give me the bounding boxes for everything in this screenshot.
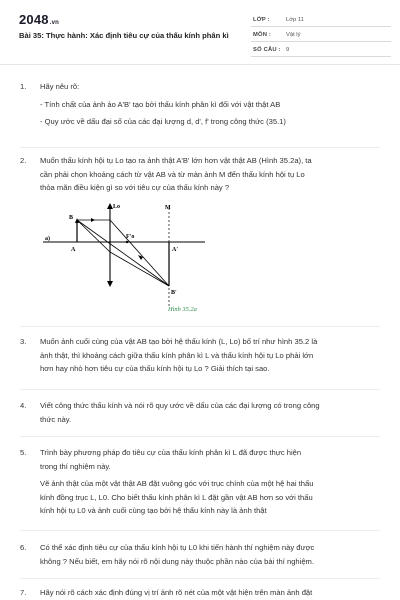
label-a-part: a) [45,236,50,242]
label-a-prime: A' [172,247,178,253]
question-5-line: kính đồng trục L, L0. Cho biết thấu kính phân kì L đặt gần vật AB hơn so với thấu [40,492,313,502]
divider [20,530,380,531]
question-4-line: thức này. [40,414,72,424]
question-5-line: trong thí nghiệm này. [40,461,111,471]
page-header [0,0,400,65]
question-4-line: Viết công thức thấu kính và nói rõ quy ước về dấu của các đại lượng có trong công [40,401,320,410]
label-focus: F'o [126,234,135,240]
site-logo[interactable]: 2048.vn [19,12,60,27]
question-2-line: thỏa mãn điều kiện gì so với tiêu cự của thấu kính này ? [40,183,230,192]
question-5-line: kính hội tụ L0 và ảnh cuối cùng tạo bởi hệ thấu kính này là ảnh thật [40,506,267,515]
question-1-line: - Tính chất của ảnh ảo A'B' tạo bởi thấu kính phân kì đối với vật thật AB [40,99,281,109]
question-5-line: Vẽ ảnh thật của một vật thật AB đặt vuông góc với trục chính của một hệ hai thấu [40,479,314,488]
divider [20,578,380,579]
lens-diagram [35,200,235,322]
figure-caption: Hình 35.2a [168,306,197,313]
meta-subject-row: MÔN : Vật lý [251,29,391,42]
question-list: 1. Hãy nêu rõ: - Tính chất của ảnh ảo A'B' tạo bởi thấu kính phân kì đối với vật thật AB - Quy ước về dấu đại số của các đại lượng d, d', f' trong công thức (35.1) 2. Muốn thấu kính hội tụ Lo tạo ra ảnh thật A'B' lớn hơn vật thật AB (Hình 35.2a), ta cần phải chọn khoảng cách từ vật AB và từ màn ảnh M đến thấu kính hội tụ Lo thỏa mãn điều kiện gì so với tiêu cự của thấu kính này ? Lo M B a) A F'o A' B' Hình 35.2a 3. Muốn ảnh cuối cùng của vật AB tạo bởi hệ thấu kính (L, Lo) bố trí như hình 35.2 là ảnh thật, thì khoảng cách giữa thấu kính phân kì L và thấu kính hội tụ Lo phải lớn hơn hay nhỏ hơn tiêu cự của thấu kính hội tụ Lo ? Giải thích tại sao. 4. Viết công thức thấu kính và nói rõ quy ước về dấu của các đại lượng có trong công thức này. 5. Trình bày phương pháp đo tiêu cự của thấu kính phân kì L đã được thực hiện trong thí nghiệm này. Vẽ ảnh thật của một vật thật AB đặt vuông góc với trục chính của một hệ hai thấu kính đồng trục L, L0. Cho biết thấu kính phân kì L đặt gần vật AB hơn so với thấu kính hội tụ L0 và ảnh cuối cùng tạo bởi hệ thấu kính này là ảnh thật 6. Có thể xác định tiêu cự của thấu kính hội tụ L0 khi tiến hành thí nghiệm này được không ? Nếu biết, em hãy nói rõ nội dung này thuộc phần nào của bài thí nghiệm. 7. Hãy nói rõ cách xác định đúng vị trí ảnh rõ nét của một vật hiện trên màn ảnh đặt [0,64,400,600]
meta-question-count-row: SỐ CÂU : 9 [251,44,391,57]
divider [20,436,380,437]
label-lens: Lo [113,204,121,210]
question-2-line: Muốn thấu kính hội tụ Lo tạo ra ảnh thật A'B' lớn hơn vật thật AB (Hình 35.2a), ta [40,156,312,165]
question-2-line: cần phải chọn khoảng cách từ vật AB và từ màn ảnh M đến thấu kính hội tụ Lo [40,169,305,179]
question-6-line: Có thể xác định tiêu cự của thấu kính hội tụ L0 khi tiến hành thí nghiệm này được [40,543,315,552]
divider [20,147,380,148]
question-3-line: ảnh thật, thì khoảng cách giữa thấu kính phân kì L và thấu kính hội tụ Lo phải lớn [40,350,314,360]
question-7-line: Hãy nói rõ cách xác định đúng vị trí ảnh rõ nét của một vật hiện trên màn ảnh đặt [40,588,313,597]
divider [20,389,380,390]
label-screen: M [165,205,171,211]
question-3-line: hơn hay nhỏ hơn tiêu cự của thấu kính hội tụ Lo ? Giải thích tại sao. [40,364,270,373]
meta-class-row: LỚP : Lớp 11 [251,14,391,27]
question-1-line: - Quy ước về dấu đại số của các đại lượng d, d', f' trong công thức (35.1) [40,117,286,126]
label-a: A [71,247,76,253]
question-6-line: không ? Nếu biết, em hãy nói rõ nội dung này thuộc phần nào của bài thí nghiệm. [40,556,314,566]
label-b: B [69,215,74,221]
divider [20,326,380,327]
question-1-line: Hãy nêu rõ: [40,82,80,91]
question-3-line: Muốn ảnh cuối cùng của vật AB tạo bởi hệ thấu kính (L, Lo) bố trí như hình 35.2 là [40,337,318,346]
label-b-prime: B' [171,290,177,296]
document-title: Bài 35: Thực hành: Xác định tiêu cự của thấu kính phân kì [19,31,229,40]
question-5-line: Trình bày phương pháp đo tiêu cự của thấu kính phân kì L đã được thực hiện [40,448,302,457]
